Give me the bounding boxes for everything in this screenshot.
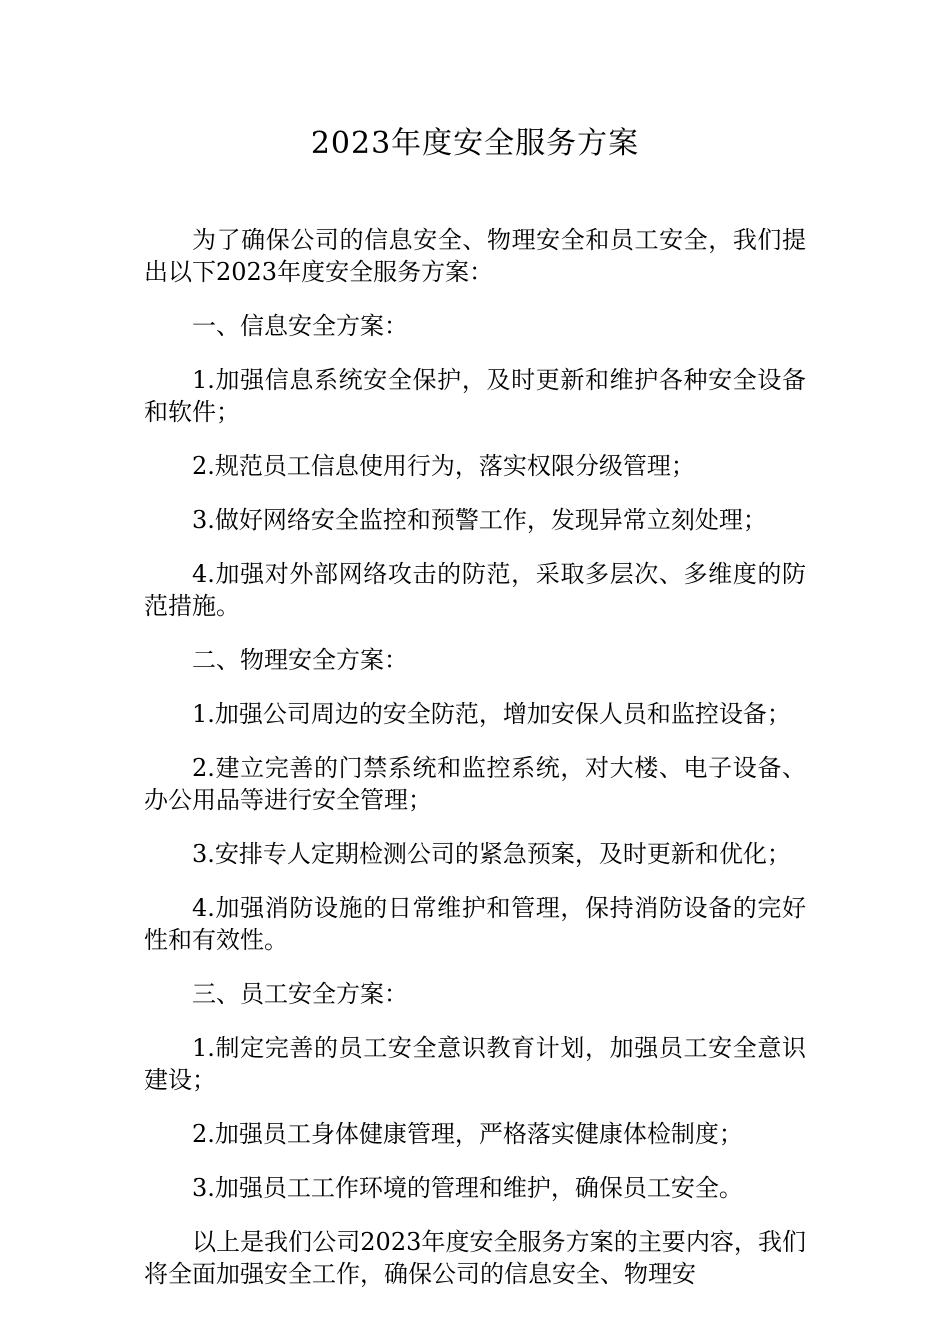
- section-heading-physical-security: 二、物理安全方案：: [192, 646, 408, 674]
- section-heading-employee-security: 三、员工安全方案：: [192, 980, 408, 1008]
- list-item: 3.安排专人定期检测公司的紧急预案，及时更新和优化；: [192, 840, 791, 868]
- list-item: 4.加强对外部网络攻击的防范，采取多层次、多维度的防范措施。: [144, 560, 806, 620]
- list-item: 2.规范员工信息使用行为，落实权限分级管理；: [192, 452, 695, 480]
- document-body: [144, 224, 806, 1312]
- page-title: 2023年度安全服务方案: [310, 126, 640, 161]
- section-heading-information-security: 一、信息安全方案：: [192, 312, 408, 340]
- list-item: 2.建立完善的门禁系统和监控系统，对大楼、电子设备、办公用品等进行安全管理；: [144, 754, 806, 814]
- list-item: 3.加强员工工作环境的管理和维护，确保员工安全。: [192, 1174, 743, 1202]
- intro-paragraph: 为了确保公司的信息安全、物理安全和员工安全，我们提出以下2023年度安全服务方案：: [144, 226, 806, 286]
- list-item: 1.加强公司周边的安全防范，增加安保人员和监控设备；: [192, 700, 791, 728]
- list-item: 1.制定完善的员工安全意识教育计划，加强员工安全意识建设；: [144, 1034, 806, 1094]
- closing-paragraph: 以上是我们公司2023年度安全服务方案的主要内容，我们将全面加强安全工作，确保公司的信息安全、物理安: [144, 1228, 806, 1288]
- list-item: 4.加强消防设施的日常维护和管理，保持消防设备的完好性和有效性。: [144, 894, 806, 954]
- list-item: 2.加强员工身体健康管理，严格落实健康体检制度；: [192, 1120, 743, 1148]
- list-item: 1.加强信息系统安全保护，及时更新和维护各种安全设备和软件；: [144, 366, 806, 426]
- list-item: 3.做好网络安全监控和预警工作，发现异常立刻处理；: [192, 506, 767, 534]
